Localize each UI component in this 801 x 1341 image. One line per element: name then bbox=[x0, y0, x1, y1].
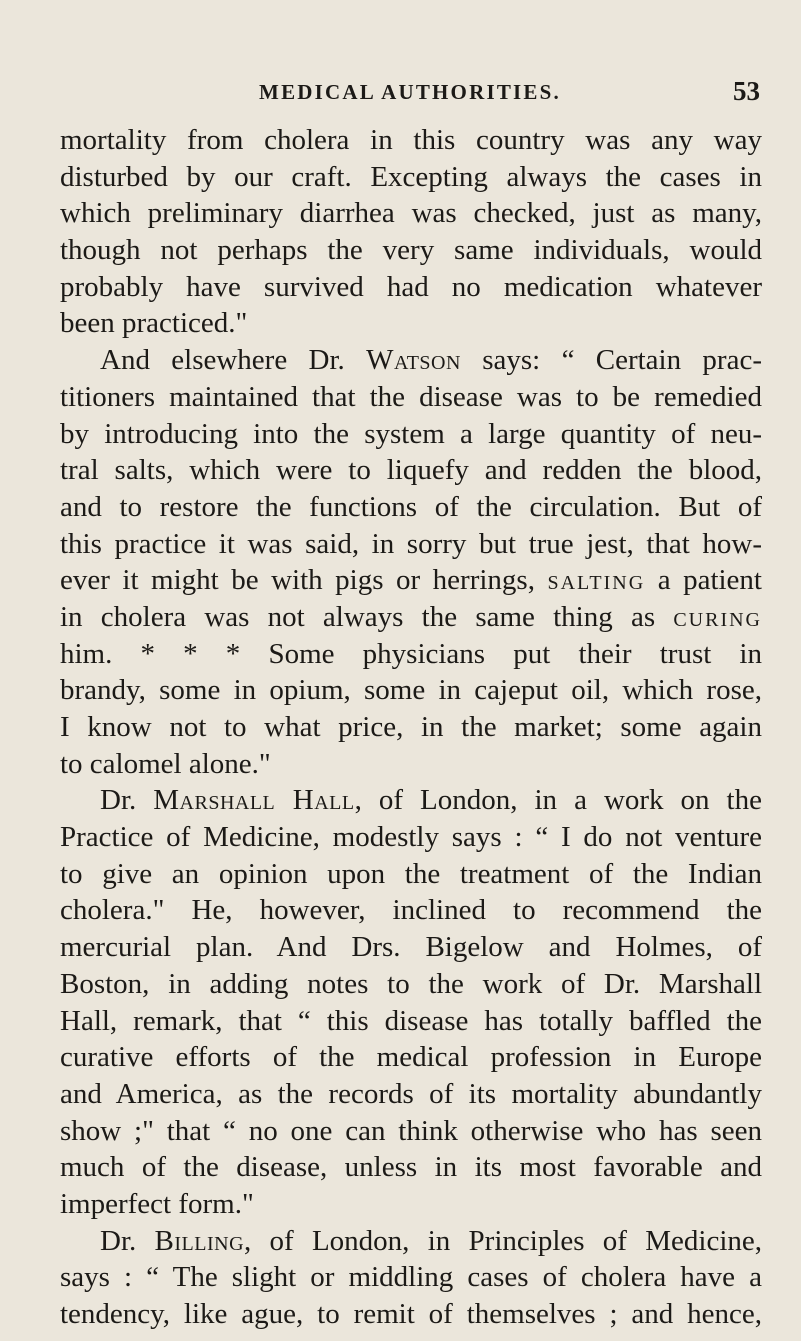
text-line: tral salts, which were to liquefy and redden the blood, bbox=[60, 454, 762, 487]
text-line: to calomel alone." bbox=[60, 747, 271, 780]
text-line: been practiced." bbox=[60, 307, 248, 340]
author-name-billing: Billing bbox=[154, 1224, 245, 1257]
text-line: and America, as the records of its mortality abundantly bbox=[60, 1077, 762, 1110]
text-line: and to restore the functions of the circulation. But of bbox=[60, 490, 762, 523]
text-line bbox=[60, 562, 762, 599]
running-head: MEDICAL AUTHORITIES. bbox=[259, 80, 561, 104]
text-line: brandy, some in opium, some in cajeput oil, which rose, bbox=[60, 674, 762, 707]
text-line: titioners maintained that the disease was to be remedied bbox=[60, 380, 762, 413]
text-line: much of the disease, unless in its most favorable and bbox=[60, 1151, 762, 1184]
text-line: him. * * * Some physicians put their trust in bbox=[60, 637, 762, 670]
text-line: though not perhaps the very same individuals, would bbox=[60, 234, 762, 267]
text-line: curative efforts of the medical profession in Europe bbox=[60, 1041, 762, 1074]
text-line: show ;" that “ no one can think otherwise who has seen bbox=[60, 1114, 762, 1147]
text-run: Dr. bbox=[100, 1224, 155, 1257]
text-run: , of London, in Principles of Medicine, bbox=[244, 1224, 762, 1257]
text-line: Boston, in adding notes to the work of Dr. Marshall bbox=[60, 967, 762, 1000]
text-run: , of London, in a work on the bbox=[354, 784, 762, 817]
text-run: And elsewhere Dr. bbox=[100, 344, 367, 377]
text-line: cholera." He, however, inclined to recommend the bbox=[60, 894, 762, 927]
text-run: ever it might be with pigs or herrings, bbox=[60, 564, 548, 597]
text-line: I know not to what price, in the market; some again bbox=[60, 711, 762, 743]
text-line: mercurial plan. And Drs. Bigelow and Holmes, of bbox=[60, 931, 762, 964]
text-line: probably have survived had no medication whatever bbox=[60, 270, 762, 303]
text-line bbox=[60, 1223, 762, 1260]
text-run: Dr. bbox=[100, 784, 154, 817]
text-line bbox=[60, 342, 762, 379]
text-line: Practice of Medicine, modestly says : “ I do not venture bbox=[60, 821, 762, 854]
text-run: a patient bbox=[645, 564, 762, 597]
text-line: by introducing into the system a large quantity of neu- bbox=[60, 417, 762, 450]
text-line: imperfect form." bbox=[60, 1187, 254, 1220]
text-line: disturbed by our craft. Excepting always the cases in bbox=[60, 160, 762, 193]
author-name-marshall-hall: Marshall Hall bbox=[153, 784, 355, 817]
emphasis-curing: curing bbox=[673, 600, 762, 633]
text-line: Hall, remark, that “ this disease has totally baffled the bbox=[60, 1004, 762, 1037]
author-name-watson: Watson bbox=[366, 344, 461, 377]
text-run: says: “ Certain prac- bbox=[460, 344, 762, 377]
text-line bbox=[60, 782, 762, 819]
text-line: this practice it was said, in sorry but true jest, that how- bbox=[60, 527, 762, 560]
body-text bbox=[60, 122, 762, 1333]
text-line: tendency, like ague, to remit of themselves ; and hence, bbox=[60, 1298, 762, 1330]
text-run: in cholera was not always the same thing as bbox=[60, 600, 674, 633]
emphasis-salting: salting bbox=[547, 564, 646, 597]
text-line bbox=[60, 599, 762, 636]
text-line: to give an opinion upon the treatment of the Indian bbox=[60, 857, 762, 890]
page-number: 53 bbox=[733, 76, 760, 106]
text-line: says : “ The slight or middling cases of cholera have a bbox=[60, 1261, 762, 1294]
text-line: which preliminary diarrhea was checked, just as many, bbox=[60, 197, 762, 230]
text-line: mortality from cholera in this country was any way bbox=[60, 124, 762, 156]
page-header bbox=[60, 74, 760, 110]
